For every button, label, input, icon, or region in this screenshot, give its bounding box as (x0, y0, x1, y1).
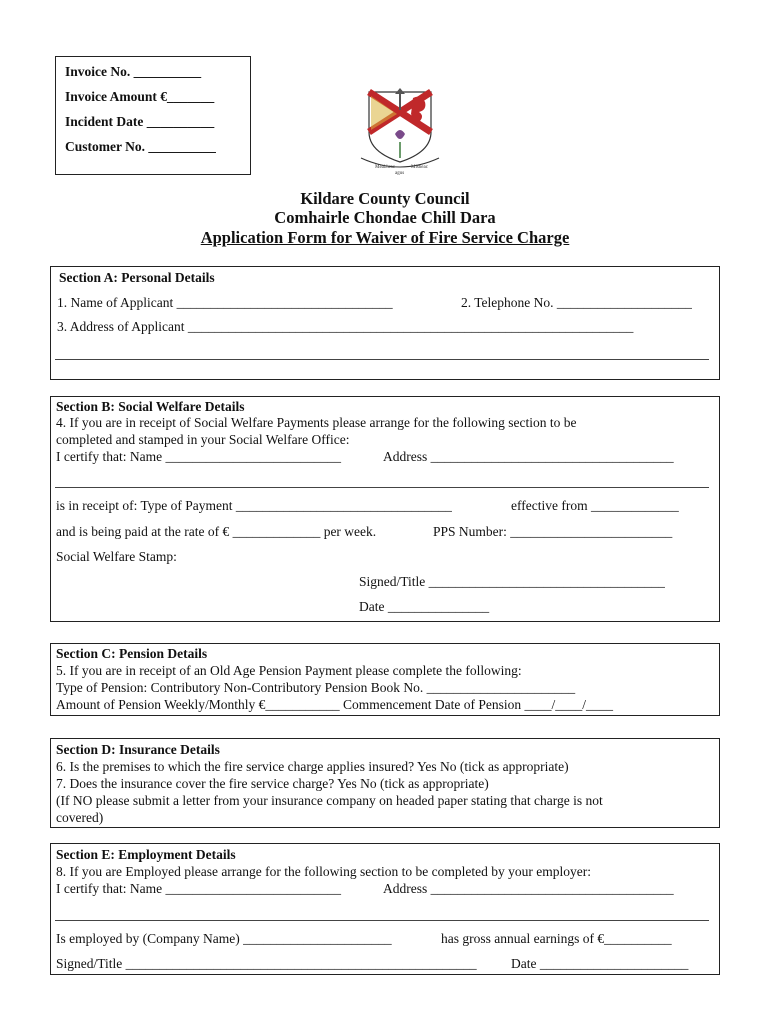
incident-date-field[interactable]: Incident Date __________ (65, 114, 215, 129)
section-a-heading: Section A: Personal Details (59, 270, 215, 285)
section-e (50, 843, 720, 975)
council-name-english: Kildare County Council (300, 189, 470, 208)
pension-type-field[interactable]: Type of Pension: Contributory Non-Contributory Pension Book No. ______________________ (56, 680, 576, 695)
insurance-note-line-2: covered) (56, 810, 104, 825)
section-b-instruction-1: 4. If you are in receipt of Social Welfare Payments please arrange for the following section to be (56, 415, 577, 430)
emp-address-line-2[interactable] (55, 920, 709, 921)
applicant-address-field[interactable]: 3. Address of Applicant __________________________________________________________________ (57, 319, 634, 334)
emp-certify-name-field[interactable]: I certify that: Name __________________________ (56, 881, 341, 896)
invoice-amount-field[interactable]: Invoice Amount €_______ (65, 89, 215, 104)
telephone-field[interactable]: 2. Telephone No. ____________________ (461, 295, 692, 310)
crest-motto-center: agus (395, 171, 405, 176)
form-title: Application Form for Waiver of Fire Service Charge (200, 228, 570, 247)
invoice-no-field[interactable]: Invoice No. __________ (65, 64, 202, 79)
insurance-cover-question[interactable]: 7. Does the insurance cover the fire service charge? Yes No (tick as appropriate) (56, 776, 489, 791)
gross-earnings-field[interactable]: has gross annual earnings of €__________ (441, 931, 672, 946)
section-b (50, 396, 720, 622)
sw-certify-name-field[interactable]: I certify that: Name __________________________ (56, 449, 341, 464)
section-c-instruction: 5. If you are in receipt of an Old Age Pension Payment please complete the following: (56, 663, 522, 678)
section-d (50, 738, 720, 828)
effective-from-field[interactable]: effective from _____________ (511, 498, 679, 513)
payment-type-field[interactable]: is in receipt of: Type of Payment ________________________________ (56, 498, 452, 513)
emp-date-field[interactable]: Date ______________________ (511, 956, 689, 971)
crest-motto-right: Misneac (411, 165, 428, 170)
premises-insured-question[interactable]: 6. Is the premises to which the fire service charge applies insured? Yes No (tick as appropriate) (56, 759, 569, 774)
social-welfare-stamp-label: Social Welfare Stamp: (56, 549, 177, 564)
section-e-instruction: 8. If you are Employed please arrange for the following section to be completed by your employer: (56, 864, 591, 879)
weekly-rate-field[interactable]: and is being paid at the rate of € _____________ per week. (56, 524, 377, 539)
section-c-heading: Section C: Pension Details (56, 646, 208, 661)
sw-signed-title-field[interactable]: Signed/Title ___________________________________ (359, 574, 665, 589)
customer-no-field[interactable]: Customer No. __________ (65, 139, 216, 154)
insurance-note-line-1: (If NO please submit a letter from your insurance company on headed paper stating that charge is not (56, 793, 603, 808)
pension-amount-field[interactable]: Amount of Pension Weekly/Monthly €___________ Commencement Date of Pension ____/____/____ (56, 697, 613, 712)
address-line-2[interactable] (55, 359, 709, 360)
applicant-name-field[interactable]: 1. Name of Applicant ________________________________ (57, 295, 393, 310)
crest-motto-left: Meabhrac (375, 165, 395, 170)
section-b-heading: Section B: Social Welfare Details (56, 399, 245, 414)
section-b-instruction-2: completed and stamped in your Social Welfare Office: (56, 432, 350, 447)
county-crest-logo (355, 86, 445, 178)
emp-signed-title-field[interactable]: Signed/Title ____________________________________________________ (56, 956, 477, 971)
invoice-box (55, 56, 251, 175)
section-e-heading: Section E: Employment Details (56, 847, 236, 862)
council-name-irish: Comhairle Chondae Chill Dara (274, 208, 496, 227)
section-c (50, 643, 720, 716)
sw-certify-address-field[interactable]: Address ____________________________________ (383, 449, 674, 464)
section-d-heading: Section D: Insurance Details (56, 742, 220, 757)
company-name-field[interactable]: Is employed by (Company Name) ______________________ (56, 931, 392, 946)
sw-date-field[interactable]: Date _______________ (359, 599, 490, 614)
emp-certify-address-field[interactable]: Address ____________________________________ (383, 881, 674, 896)
section-a (50, 266, 720, 380)
pps-number-field[interactable]: PPS Number: ________________________ (433, 524, 673, 539)
sw-address-line-2[interactable] (55, 487, 709, 488)
